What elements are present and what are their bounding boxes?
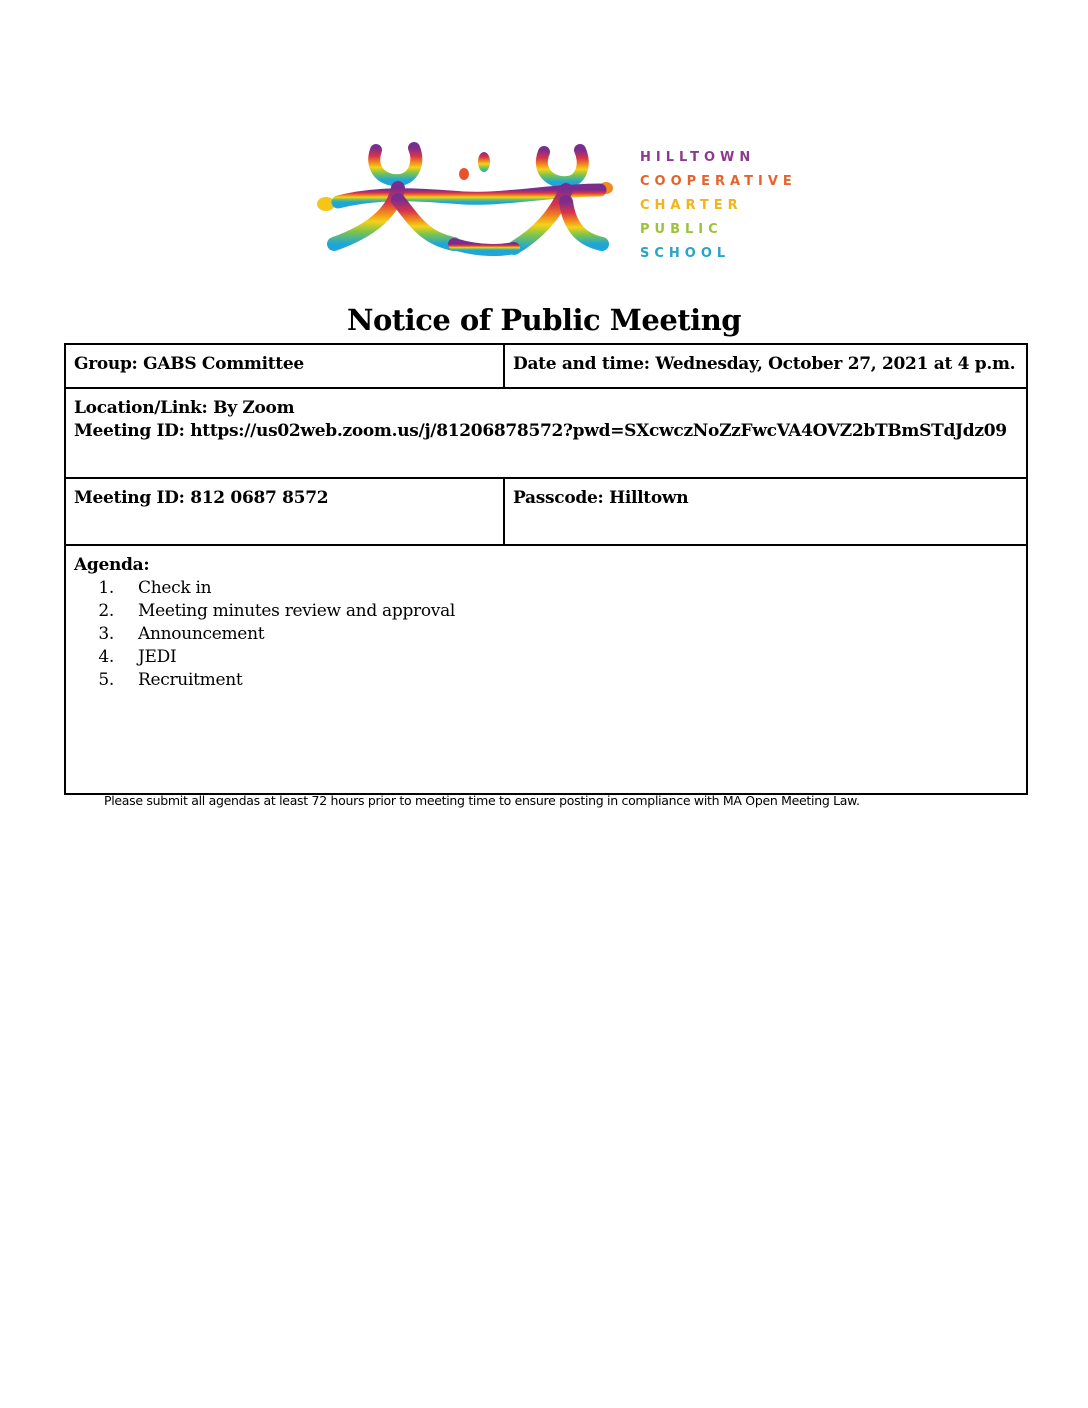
table-row — [65, 478, 1027, 545]
logo-line-charter: CHARTER — [640, 198, 743, 213]
agenda-heading: Agenda: — [74, 555, 150, 575]
dancing-figures-logo-mark — [314, 140, 614, 270]
agenda-item-number: 2. — [98, 601, 114, 621]
table-row — [65, 545, 1027, 794]
table-row — [65, 388, 1027, 478]
footer-note: Please submit all agendas at least 72 hours prior to meeting time to ensure posting in compliance with MA Open Meeting Law. — [104, 793, 860, 808]
page-title: Notice of Public Meeting — [346, 303, 742, 337]
meeting-link[interactable]: Meeting ID: https://us02web.zoom.us/j/81206878572?pwd=SXcwczNoZzFwcVA4OVZ2bTBmSTdJdz09 — [74, 421, 1007, 441]
logo-line-cooperative: COOPERATIVE — [640, 174, 797, 189]
logo-line-public: PUBLIC — [640, 222, 723, 237]
agenda-item-text: Announcement — [138, 624, 265, 644]
agenda-item-number: 5. — [98, 670, 114, 690]
agenda-cell — [65, 545, 1027, 794]
list-item — [74, 623, 1018, 646]
agenda-item-text: Recruitment — [138, 670, 243, 690]
datetime-cell: Date and time: Wednesday, October 27, 2021 at 4 p.m. — [504, 344, 1027, 388]
list-item — [74, 577, 1018, 600]
agenda-item-text: Meeting minutes review and approval — [138, 601, 456, 621]
list-item — [74, 600, 1018, 623]
passcode-cell: Passcode: Hilltown — [504, 478, 1027, 545]
table-row — [65, 344, 1027, 388]
agenda-item-number: 3. — [98, 624, 114, 644]
list-item — [74, 669, 1018, 692]
meeting-notice-table — [64, 343, 1028, 795]
agenda-item-number: 4. — [98, 647, 114, 667]
logo-line-school: SCHOOL — [640, 246, 731, 261]
agenda-item-number: 1. — [98, 578, 114, 598]
agenda-list — [74, 577, 1018, 692]
school-logo — [314, 140, 797, 270]
meeting-id-cell: Meeting ID: 812 0687 8572 — [65, 478, 504, 545]
list-item — [74, 646, 1018, 669]
location-cell — [65, 388, 1027, 478]
agenda-item-text: Check in — [138, 578, 212, 598]
logo-line-hilltown: HILLTOWN — [640, 150, 756, 165]
logo-wordmark — [640, 146, 797, 266]
agenda-item-text: JEDI — [138, 647, 177, 667]
location-text: Location/Link: By Zoom — [74, 398, 295, 418]
group-cell: Group: GABS Committee — [65, 344, 504, 388]
